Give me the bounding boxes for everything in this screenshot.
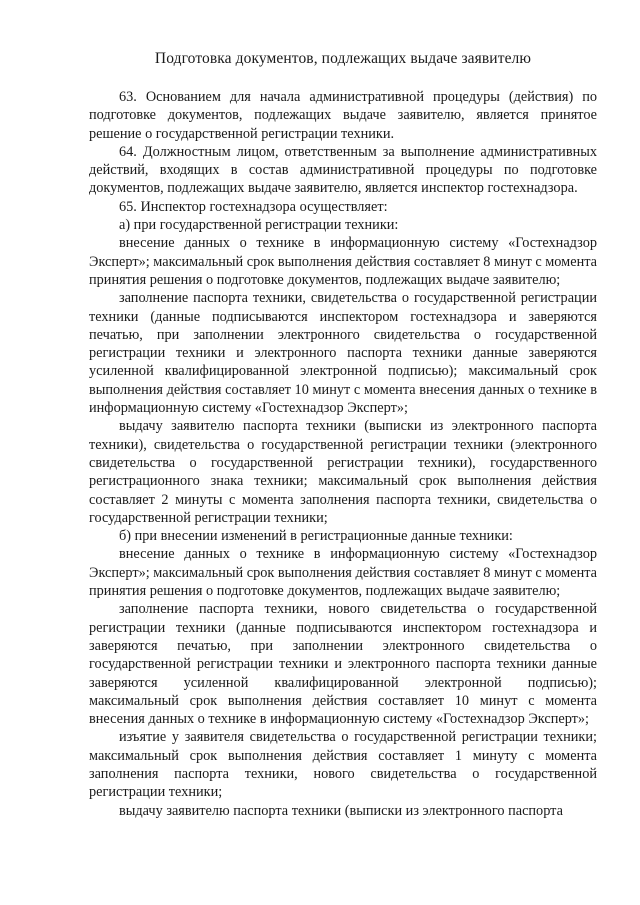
- paragraph-65: 65. Инспектор гостехнадзора осуществляет:: [119, 198, 388, 215]
- subitem-b-heading: б) при внесении изменений в регистрационные данные техники:: [119, 528, 513, 545]
- subitem-a-issuance: выдачу заявителю паспорта техники (выписки из электронного паспорта техники), свидетельства о государственной регистрации техники (электронного свидетельства о государственной регистрации техники), государственного регистрационного знака техники; максимальный срок выполнения действия составляет 2 минуты с момента заполнения паспорта техники, свидетельства о государственной регистрации техники;: [89, 418, 597, 526]
- subitem-a-data-entry: внесение данных о технике в информационную систему «Гостехнадзор Эксперт»; максимальный срок выполнения действия составляет 8 минут с момента принятия решения о подготовке документов, подлежащих выдаче заявителю;: [89, 235, 597, 288]
- paragraph-64: 64. Должностным лицом, ответственным за выполнение административных действий, входящих в состав административной процедуры по подготовке документов, подлежащих выдаче заявителю, является инспектор гостехнадзора.: [89, 143, 597, 197]
- subitem-b-data-entry: внесение данных о технике в информационную систему «Гостехнадзор Эксперт»; максимальный срок выполнения действия составляет 8 минут с момента принятия решения о подготовке документов, подлежащих выдаче заявителю;: [89, 546, 597, 600]
- section-title: Подготовка документов, подлежащих выдаче заявителю: [154, 50, 532, 67]
- paragraph-63: 63. Основанием для начала административной процедуры (действия) по подготовке документов, подлежащих выдаче заявителю, является принятое решение о государственной регистрации техники.: [89, 89, 597, 142]
- subitem-a-passport-filling: заполнение паспорта техники, свидетельства о государственной регистрации техники (данные подписываются инспектором гостехнадзора и заверяются печатью, при заполнении электронного свидетельства о государственной регистрации техники и электронного паспорта техники данные заверяются усиленной квалифицированной электронной подписью); максимальный срок выполнения действия составляет 10 минут с момента внесения данных о технике в информационную систему «Гостехнадзор Эксперт»;: [89, 290, 597, 417]
- document-body: [89, 88, 597, 820]
- subitem-a-heading: а) при государственной регистрации техники:: [119, 217, 399, 234]
- subitem-b-issuance: выдачу заявителю паспорта техники (выписки из электронного паспорта: [119, 802, 563, 819]
- document-page: [89, 50, 597, 820]
- subitem-b-withdrawal: изъятие у заявителя свидетельства о государственной регистрации техники; максимальный срок выполнения действия составляет 1 минуту с момента заполнения паспорта техники, нового свидетельства о государственной регистрации техники;: [89, 729, 597, 801]
- subitem-b-passport-filling: заполнение паспорта техники, нового свидетельства о государственной регистрации техники (данные подписываются инспектором гостехнадзора и заверяются печатью, при заполнении электронного свидетельства о государственной регистрации техники и электронного паспорта техники данные заверяются усиленной квалифицированной электронной подписью); максимальный срок выполнения действия составляет 10 минут с момента внесения данных о технике в информационную систему «Гостехнадзор Эксперт»;: [89, 601, 597, 728]
